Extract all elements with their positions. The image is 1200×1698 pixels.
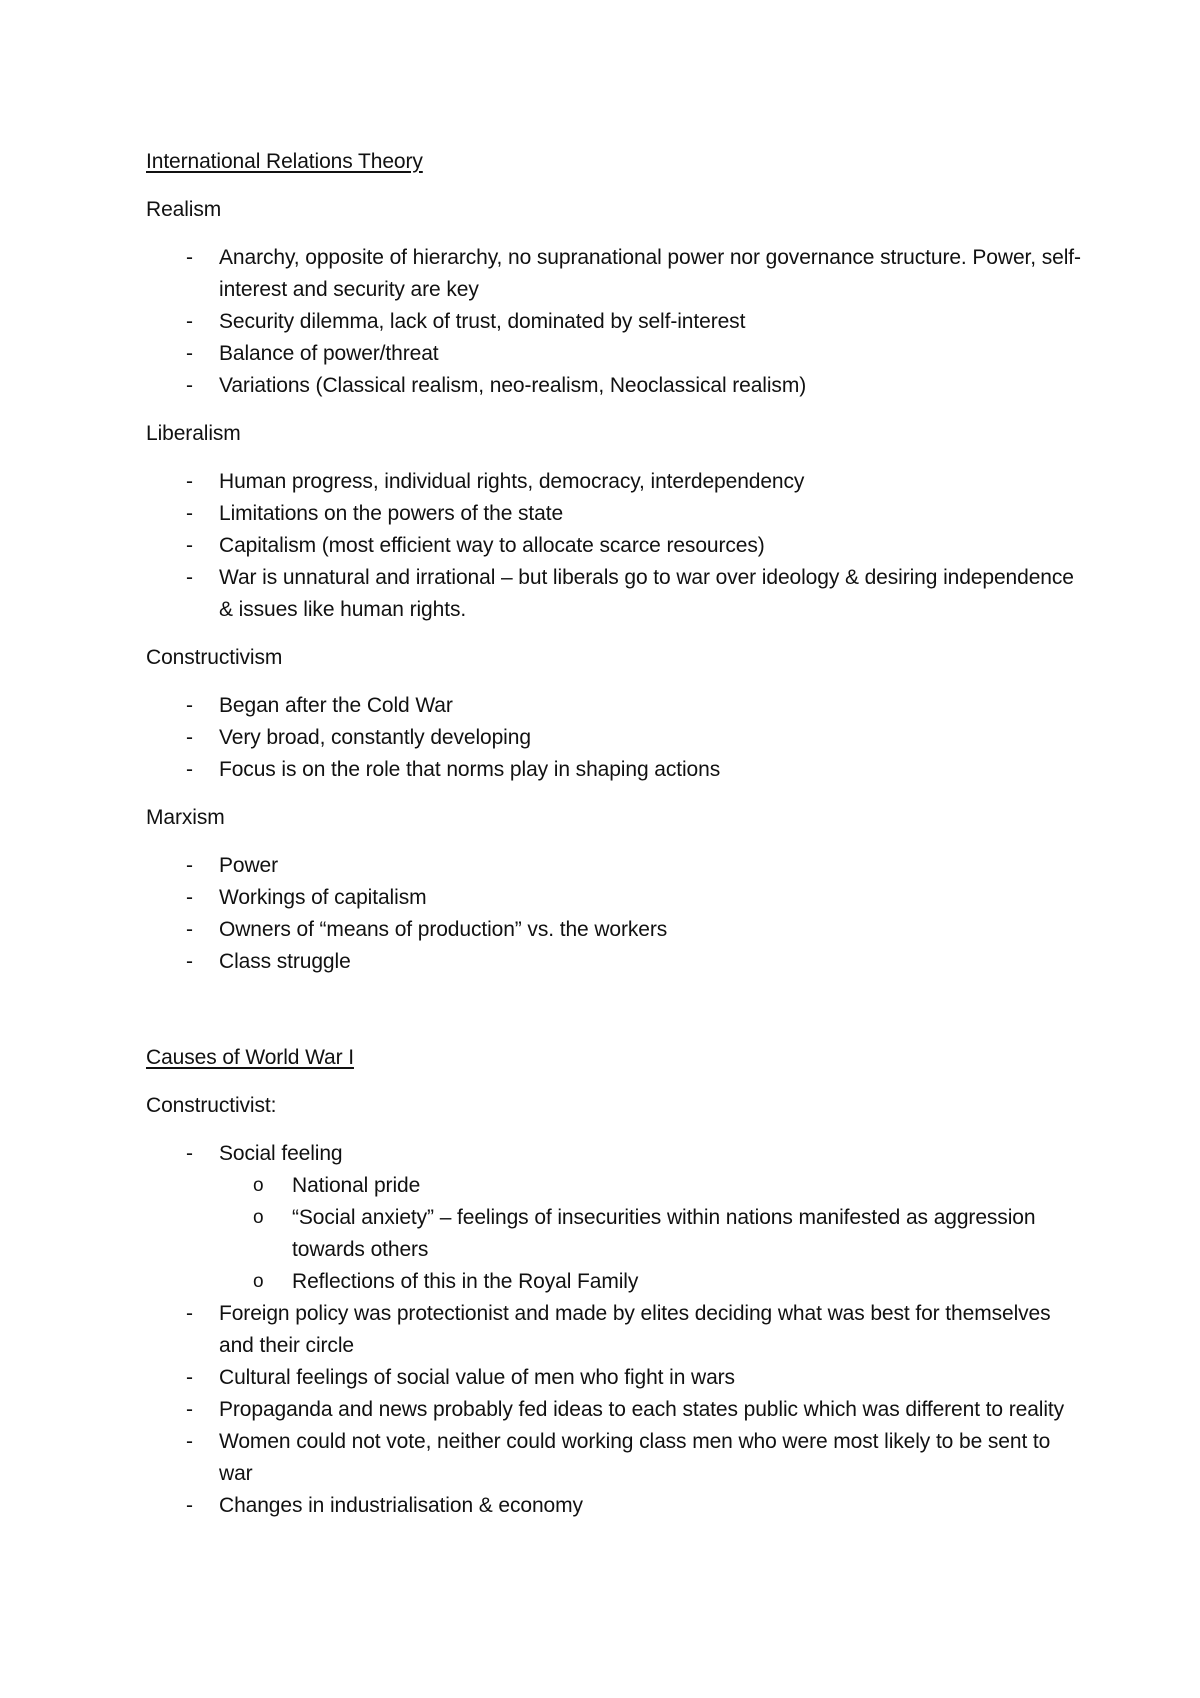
dash-marker: -	[186, 694, 193, 717]
sub-list-social-feeling	[219, 1170, 1086, 1298]
dash-marker: -	[186, 854, 193, 877]
section-title-ir-theory: International Relations Theory	[146, 150, 423, 173]
list-item: - Began after the Cold War	[146, 690, 1086, 722]
list-item: - Class struggle	[146, 946, 1086, 978]
list-item: - Capitalism (most efficient way to allocate scarce resources)	[146, 530, 1086, 562]
dash-marker: -	[186, 1366, 193, 1389]
dash-marker: -	[186, 1302, 193, 1325]
heading-liberalism: Liberalism	[146, 422, 241, 445]
list-realism	[146, 242, 1086, 402]
list-item: - Cultural feelings of social value of men who fight in wars	[146, 1362, 1086, 1394]
list-item: - Social feeling o National pride o “Social anxiety” – feelings of insecurities within nations manifested as aggression towards others o Reflections of this in the Royal Family	[146, 1138, 1086, 1298]
dash-marker: -	[186, 566, 193, 589]
dash-marker: -	[186, 1142, 193, 1165]
list-item: - Focus is on the role that norms play in shaping actions	[146, 754, 1086, 786]
dash-marker: -	[186, 246, 193, 269]
circle-marker: o	[253, 1271, 264, 1292]
sub-list-item: o Reflections of this in the Royal Family	[219, 1266, 1086, 1298]
heading-marxism: Marxism	[146, 806, 225, 829]
list-item: - Changes in industrialisation & economy	[146, 1490, 1086, 1522]
dash-marker: -	[186, 310, 193, 333]
list-item: - Anarchy, opposite of hierarchy, no supranational power nor governance structure. Power, self-interest and security are key	[146, 242, 1086, 306]
dash-marker: -	[186, 374, 193, 397]
list-item: - Women could not vote, neither could working class men who were most likely to be sent to war	[146, 1426, 1086, 1490]
list-item: - War is unnatural and irrational – but liberals go to war over ideology & desiring independence & issues like human rights.	[146, 562, 1086, 626]
heading-constructivist: Constructivist:	[146, 1094, 277, 1117]
list-ww1-constructivist	[146, 1138, 1086, 1522]
dash-marker: -	[186, 1430, 193, 1453]
list-item: - Variations (Classical realism, neo-realism, Neoclassical realism)	[146, 370, 1086, 402]
list-item: - Limitations on the powers of the state	[146, 498, 1086, 530]
dash-marker: -	[186, 758, 193, 781]
list-item: - Power	[146, 850, 1086, 882]
list-item: - Propaganda and news probably fed ideas to each states public which was different to reality	[146, 1394, 1086, 1426]
list-item: - Workings of capitalism	[146, 882, 1086, 914]
list-item: - Human progress, individual rights, democracy, interdependency	[146, 466, 1086, 498]
dash-marker: -	[186, 502, 193, 525]
sub-list-item: o “Social anxiety” – feelings of insecurities within nations manifested as aggression towards others	[219, 1202, 1086, 1266]
list-constructivism	[146, 690, 1086, 786]
list-marxism	[146, 850, 1086, 978]
dash-marker: -	[186, 918, 193, 941]
circle-marker: o	[253, 1175, 264, 1196]
dash-marker: -	[186, 726, 193, 749]
list-item: - Foreign policy was protectionist and made by elites deciding what was best for themselves and their circle	[146, 1298, 1086, 1362]
section-title-ww1: Causes of World War I	[146, 1046, 354, 1069]
dash-marker: -	[186, 1398, 193, 1421]
sub-list-item: o National pride	[219, 1170, 1086, 1202]
dash-marker: -	[186, 534, 193, 557]
circle-marker: o	[253, 1207, 264, 1228]
list-item: - Security dilemma, lack of trust, dominated by self-interest	[146, 306, 1086, 338]
list-item: - Owners of “means of production” vs. the workers	[146, 914, 1086, 946]
heading-realism: Realism	[146, 198, 222, 221]
dash-marker: -	[186, 470, 193, 493]
dash-marker: -	[186, 950, 193, 973]
dash-marker: -	[186, 886, 193, 909]
heading-constructivism: Constructivism	[146, 646, 283, 669]
dash-marker: -	[186, 1494, 193, 1517]
list-liberalism	[146, 466, 1086, 626]
dash-marker: -	[186, 342, 193, 365]
document-content	[146, 146, 1086, 1522]
list-item: - Very broad, constantly developing	[146, 722, 1086, 754]
list-item: - Balance of power/threat	[146, 338, 1086, 370]
